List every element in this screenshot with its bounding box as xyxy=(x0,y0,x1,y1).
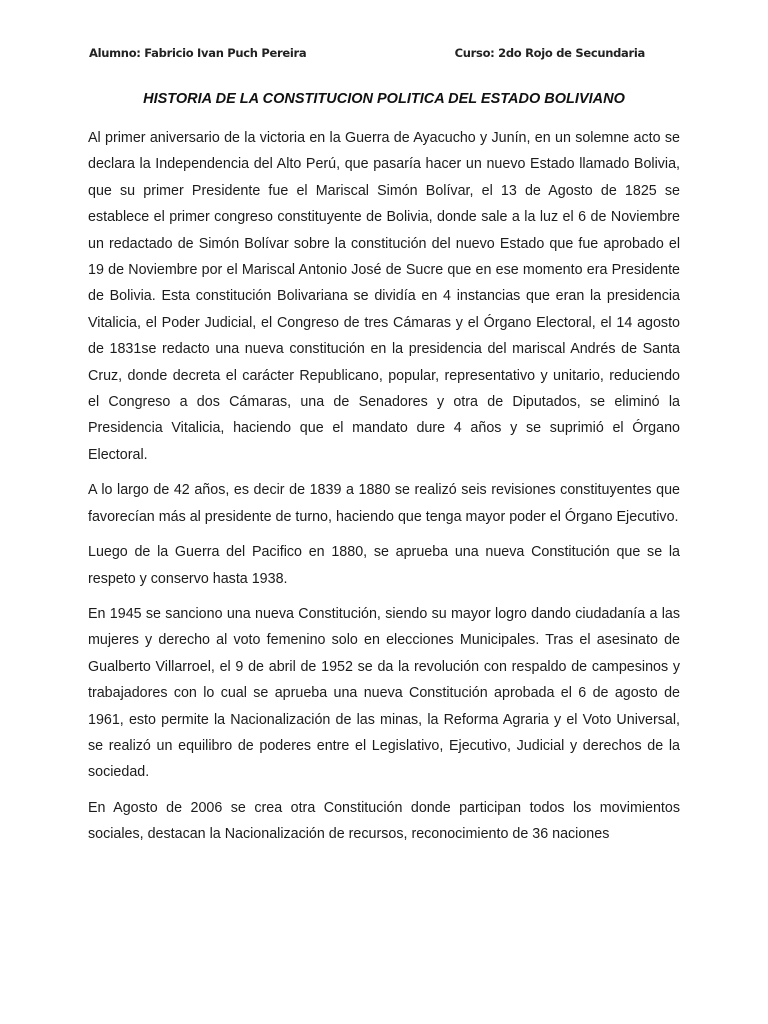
page-header xyxy=(89,46,645,66)
course-name: Curso: 2do Rojo de Secundaria xyxy=(454,46,645,60)
paragraph: En Agosto de 2006 se crea otra Constitución donde participan todos los movimientos sociales, destacan la Nacionalización de recursos, reconocimiento de 36 naciones xyxy=(88,799,680,843)
paragraph: En 1945 se sanciono una nueva Constitución, siendo su mayor logro dando ciudadanía a las mujeres y derecho al voto femenino solo en elecciones Municipales. Tras el asesinato de Gualberto Villarroel, el 9 de abril de 1952 se da la revolución con respaldo de campesinos y trabajadores con lo cual se aprueba una nueva Constitución aprobada el 6 de agosto de 1961, esto permite la Nacionalización de las minas, la Reforma Agraria y el Voto Universal, se realizó un equilibro de poderes entre el Legislativo, Ejecutivo, Judicial y derechos de la sociedad. xyxy=(88,605,680,781)
document-body xyxy=(88,125,680,848)
paragraph: Al primer aniversario de la victoria en la Guerra de Ayacucho y Junín, en un solemne acto se declara la Independencia del Alto Perú, que pasaría hacer un nuevo Estado llamado Bolivia, que su primer Presidente fue el Mariscal Simón Bolívar, el 13 de Agosto de 1825 se establece el primer congreso constituyente de Bolivia, donde sale a la luz el 6 de Noviembre un redactado de Simón Bolívar sobre la constitución del nuevo Estado que fue aprobado el 19 de Noviembre por el Mariscal Antonio José de Sucre que en ese momento era Presidente de Bolivia. Esta constitución Bolivariana se dividía en 4 instancias que eran la presidencia Vitalicia, el Poder Judicial, el Congreso de tres Cámaras y el Órgano Electoral, el 14 agosto de 1831se redacto una nueva constitución en la presidencia del mariscal Andrés de Santa Cruz, donde decreta el carácter Republicano, popular, representativo y unitario, reduciendo el Congreso a dos Cámaras, una de Senadores y otra de Diputados, se eliminó la Presidencia Vitalicia, haciendo que el mandato dure 4 años y se suprimió el Órgano Electoral. xyxy=(88,130,680,463)
paragraph: A lo largo de 42 años, es decir de 1839 a 1880 se realizó seis revisiones constituyentes que favorecían más al presidente de turno, haciendo que tenga mayor poder el Órgano Ejecutivo. xyxy=(88,482,680,525)
paragraph: Luego de la Guerra del Pacifico en 1880, se aprueba una nueva Constitución que se la respeto y conservo hasta 1938. xyxy=(88,544,680,587)
document-title: HISTORIA DE LA CONSTITUCION POLITICA DEL ESTADO BOLIVIANO xyxy=(143,91,625,107)
student-name: Alumno: Fabricio Ivan Puch Pereira xyxy=(89,46,307,60)
